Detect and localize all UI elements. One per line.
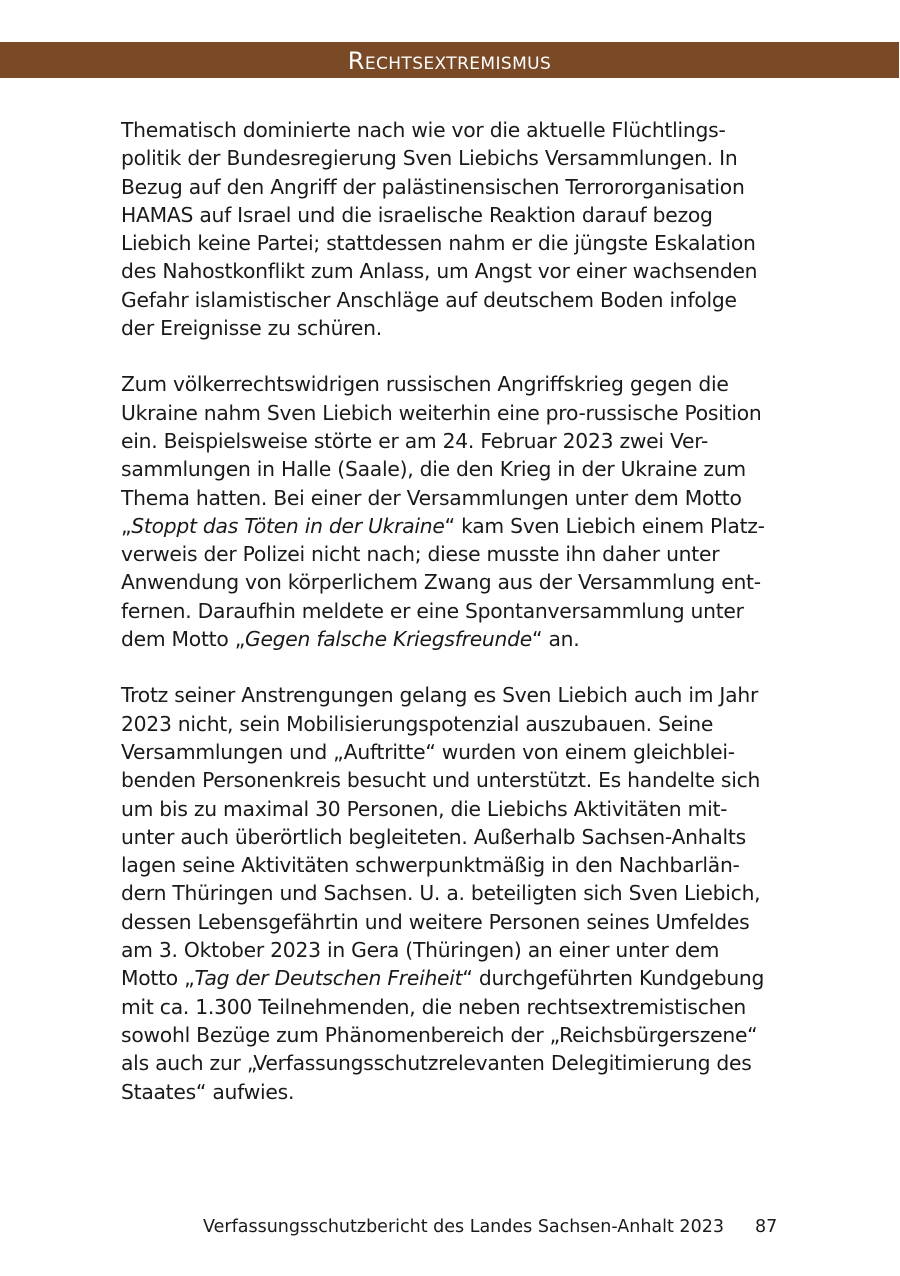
paragraph [121, 681, 781, 1105]
text-segment: Trotz seiner Anstrengungen gelang es Sven Liebich auch im Jahr [121, 683, 759, 708]
text-segment: Zum völkerrechtswidrigen russischen Angriffskrieg gegen die [121, 372, 729, 397]
section-title: Rechtsextremismus [347, 47, 552, 75]
text-line [121, 908, 781, 936]
text-segment: sowohl Bezüge zum Phänomenbereich der „Reichsbürgerszene“ [121, 1022, 758, 1047]
text-line [121, 738, 781, 766]
text-segment: Gefahr islamistischer Anschläge auf deutschem Boden infolge [121, 287, 737, 312]
text-segment: dem Motto „ [121, 627, 245, 652]
text-segment: Thematisch dominierte nach wie vor die aktuelle Flüchtlings- [121, 118, 726, 142]
paragraph [121, 116, 781, 342]
text-line [121, 710, 781, 738]
text-segment: Motto „ [121, 966, 195, 991]
footer-publication-title: Verfassungsschutzbericht des Landes Sachsen-Anhalt 2023 [203, 1217, 724, 1237]
text-segment: “ durchgeführten Kundgebung [462, 966, 765, 991]
motto-text: Stoppt das Töten in der Ukraine [131, 513, 445, 538]
text-line [121, 173, 781, 201]
text-segment: der Ereignisse zu schüren. [121, 316, 382, 341]
text-line [121, 399, 781, 427]
text-line [121, 964, 781, 992]
text-line [121, 597, 781, 625]
text-line [121, 370, 781, 398]
text-segment: am 3. Oktober 2023 in Gera (Thüringen) an einer unter dem [121, 938, 720, 963]
text-line [121, 314, 781, 342]
text-line [121, 993, 781, 1021]
motto-text: Tag der Deutschen Freiheit [194, 966, 463, 991]
text-segment: um bis zu maximal 30 Personen, die Liebichs Aktivitäten mit- [121, 796, 728, 821]
text-segment: „ [121, 513, 132, 538]
text-line [121, 879, 781, 907]
text-segment: sammlungen in Halle (Saale), die den Krieg in der Ukraine zum [121, 457, 746, 482]
text-segment: benden Personenkreis besucht und unterstützt. Es handelte sich [121, 768, 761, 793]
text-segment: Thema hatten. Bei einer der Versammlungen unter dem Motto [121, 485, 742, 510]
body-text [121, 116, 781, 1134]
text-segment: Bezug auf den Angriff der palästinensischen Terrororganisation [121, 174, 745, 199]
text-line [121, 625, 781, 653]
text-segment: dern Thüringen und Sachsen. U. a. beteiligten sich Sven Liebich, [121, 881, 761, 906]
text-segment: Versammlungen und „Auftritte“ wurden von einem gleichblei- [121, 739, 735, 764]
text-line [121, 455, 781, 483]
text-segment: unter auch überörtlich begleiteten. Außerhalb Sachsen-Anhalts [121, 824, 746, 849]
text-segment: als auch zur „Verfassungsschutzrelevanten Delegitimierung des [121, 1051, 752, 1076]
text-line [121, 795, 781, 823]
text-segment: des Nahostkonflikt zum Anlass, um Angst vor einer wachsenden [121, 259, 758, 284]
text-line [121, 540, 781, 568]
text-line [121, 851, 781, 879]
text-line [121, 568, 781, 596]
text-line [121, 823, 781, 851]
section-header-bar [0, 42, 899, 78]
text-line [121, 512, 781, 540]
page-footer [0, 1214, 900, 1240]
text-line [121, 766, 781, 794]
text-segment: ein. Beispielsweise störte er am 24. Februar 2023 zwei Ver- [121, 428, 709, 453]
text-segment: Anwendung von körperlichem Zwang aus der Versammlung ent- [121, 570, 761, 595]
text-segment: lagen seine Aktivitäten schwerpunktmäßig in den Nachbarlän- [121, 853, 740, 878]
text-line [121, 427, 781, 455]
page-number: 87 [755, 1217, 778, 1237]
text-segment: 2023 nicht, sein Mobilisierungspotenzial auszubauen. Seine [121, 711, 714, 736]
text-segment: verweis der Polizei nicht nach; diese musste ihn daher unter [121, 542, 720, 567]
text-line [121, 257, 781, 285]
text-line [121, 144, 781, 172]
motto-text: Gegen falsche Kriegsfreunde [244, 627, 532, 652]
text-segment: dessen Lebensgefährtin und weitere Personen seines Umfeldes [121, 909, 750, 934]
text-segment: Ukraine nahm Sven Liebich weiterhin eine pro-russische Position [121, 400, 762, 425]
text-line [121, 484, 781, 512]
text-line [121, 286, 781, 314]
text-segment: HAMAS auf Israel und die israelische Reaktion darauf bezog [121, 202, 713, 227]
text-line [121, 116, 781, 144]
text-line [121, 1049, 781, 1077]
text-line [121, 936, 781, 964]
text-segment: Staates“ aufwies. [121, 1079, 295, 1104]
text-line [121, 681, 781, 709]
text-segment: “ an. [532, 627, 580, 652]
text-segment: fernen. Daraufhin meldete er eine Spontanversammlung unter [121, 598, 744, 623]
text-line [121, 201, 781, 229]
text-line [121, 1021, 781, 1049]
text-segment: mit ca. 1.300 Teilnehmenden, die neben rechtsextremistischen [121, 994, 747, 1019]
text-line [121, 1078, 781, 1106]
text-segment: “ kam Sven Liebich einem Platz- [444, 513, 765, 538]
text-segment: politik der Bundesregierung Sven Liebichs Versammlungen. In [121, 146, 738, 171]
paragraph [121, 370, 781, 653]
text-line [121, 229, 781, 257]
text-segment: Liebich keine Partei; stattdessen nahm er die jüngste Eskalation [121, 231, 756, 256]
